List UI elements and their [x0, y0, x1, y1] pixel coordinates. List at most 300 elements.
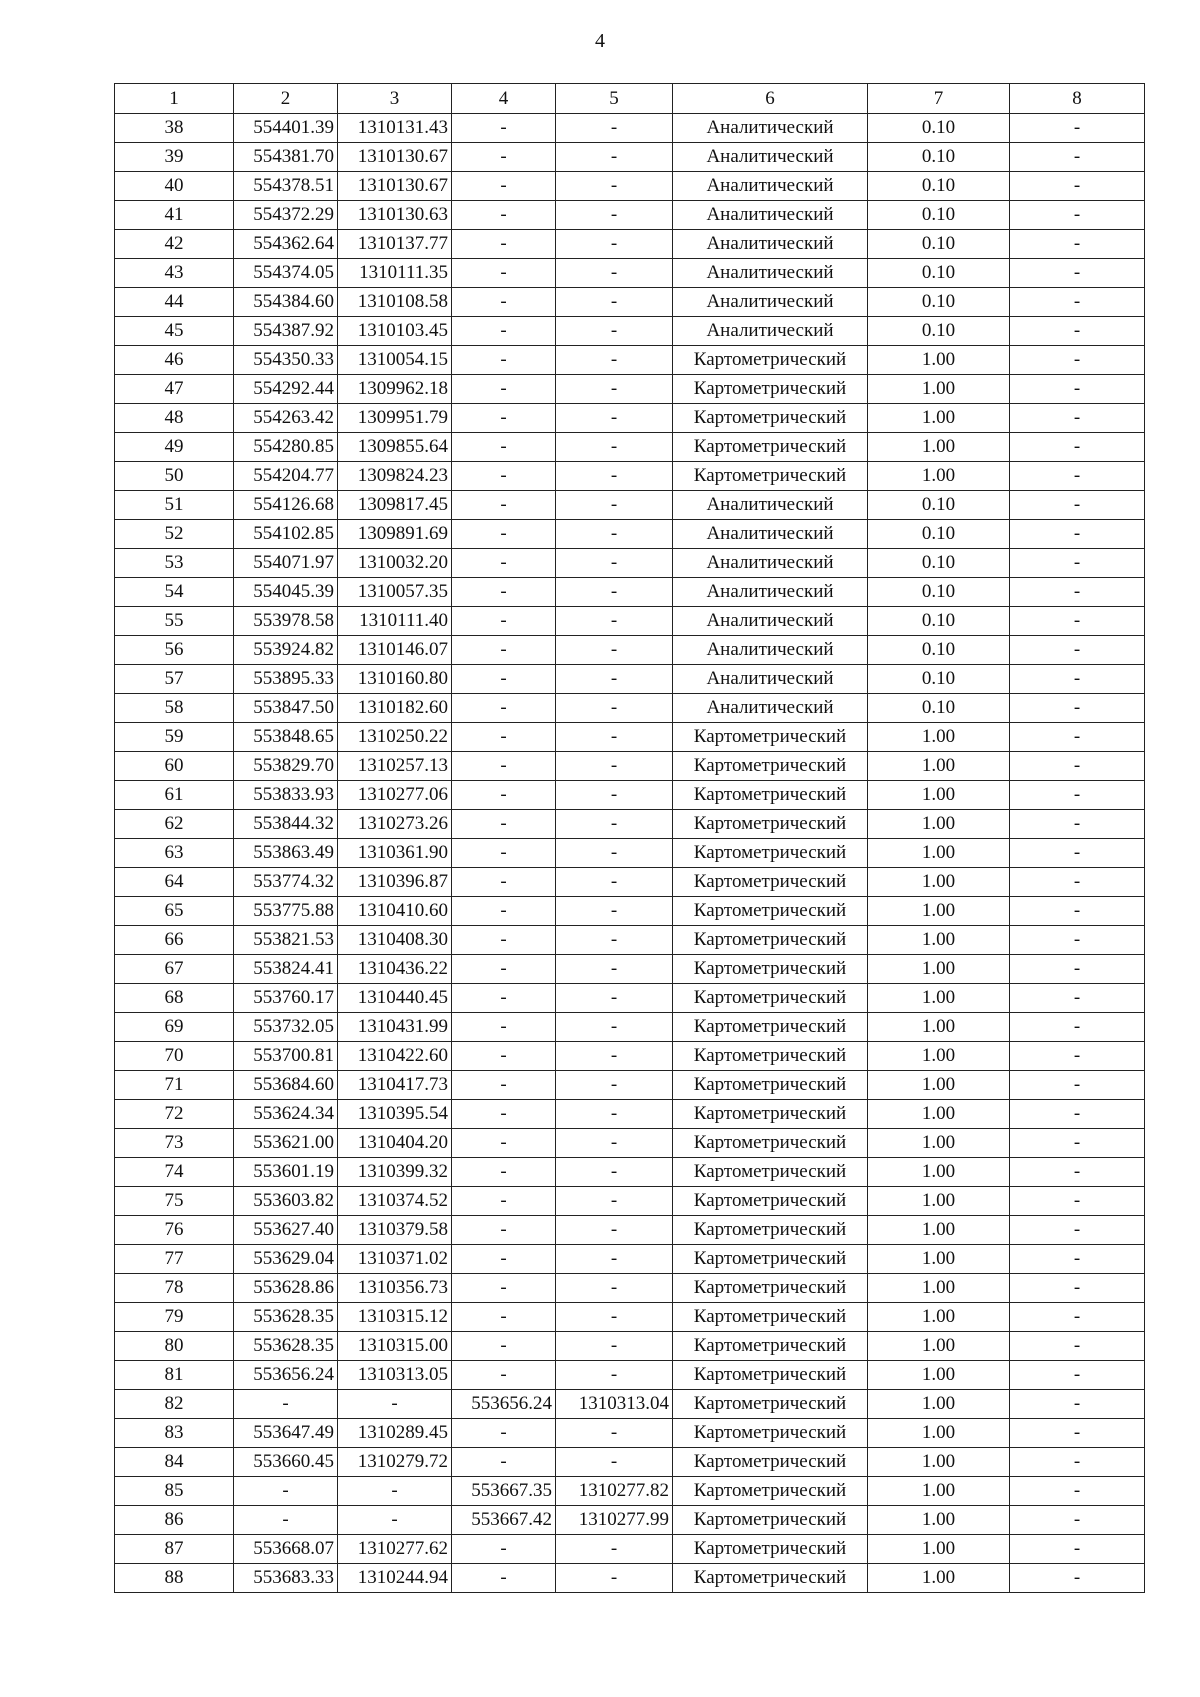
table-cell: 1310130.67 — [338, 172, 452, 201]
table-cell: 1310313.04 — [556, 1390, 673, 1419]
table-cell: - — [452, 578, 556, 607]
table-cell: - — [556, 1332, 673, 1361]
table-cell: - — [556, 520, 673, 549]
table-cell: Картометрический — [673, 1448, 868, 1477]
table-cell: - — [556, 665, 673, 694]
table-cell: - — [1010, 201, 1145, 230]
table-cell: - — [1010, 114, 1145, 143]
table-cell: - — [1010, 1564, 1145, 1593]
table-row — [115, 1187, 1145, 1216]
table-cell: - — [452, 1303, 556, 1332]
table-cell: 0.10 — [868, 201, 1010, 230]
table-cell: 77 — [115, 1245, 234, 1274]
table-cell: - — [452, 143, 556, 172]
column-header: 7 — [868, 84, 1010, 114]
table-cell: - — [556, 897, 673, 926]
table-cell: 74 — [115, 1158, 234, 1187]
table-cell: 0.10 — [868, 549, 1010, 578]
table-cell: - — [452, 1013, 556, 1042]
table-cell: 0.10 — [868, 288, 1010, 317]
table-cell: Картометрический — [673, 781, 868, 810]
table-cell: - — [452, 549, 556, 578]
table-cell: 70 — [115, 1042, 234, 1071]
table-cell: - — [556, 346, 673, 375]
table-cell: 64 — [115, 868, 234, 897]
table-cell: - — [556, 1361, 673, 1390]
table-cell: - — [556, 230, 673, 259]
table-cell: Аналитический — [673, 259, 868, 288]
table-cell: 61 — [115, 781, 234, 810]
table-cell: 73 — [115, 1129, 234, 1158]
table-cell: - — [234, 1390, 338, 1419]
table-cell: Аналитический — [673, 288, 868, 317]
table-cell: 553668.07 — [234, 1535, 338, 1564]
table-cell: Картометрический — [673, 1187, 868, 1216]
table-cell: - — [452, 1245, 556, 1274]
table-cell: Аналитический — [673, 491, 868, 520]
table-cell: - — [452, 636, 556, 665]
table-cell: - — [452, 723, 556, 752]
table-cell: 1.00 — [868, 375, 1010, 404]
table-cell: 44 — [115, 288, 234, 317]
table-cell: 1310250.22 — [338, 723, 452, 752]
table-cell: Картометрический — [673, 1042, 868, 1071]
table-cell: 1.00 — [868, 984, 1010, 1013]
table-cell: - — [556, 143, 673, 172]
table-cell: 1310436.22 — [338, 955, 452, 984]
table-cell: 1.00 — [868, 1245, 1010, 1274]
table-cell: 0.10 — [868, 607, 1010, 636]
table-cell: - — [1010, 1477, 1145, 1506]
table-cell: Картометрический — [673, 1361, 868, 1390]
table-cell: 68 — [115, 984, 234, 1013]
table-row — [115, 955, 1145, 984]
table-cell: 1310108.58 — [338, 288, 452, 317]
table-cell: 553775.88 — [234, 897, 338, 926]
table-cell: 553924.82 — [234, 636, 338, 665]
table-cell: 1310277.62 — [338, 1535, 452, 1564]
table-cell: 1.00 — [868, 926, 1010, 955]
table-cell: - — [1010, 723, 1145, 752]
table-cell: 1310374.52 — [338, 1187, 452, 1216]
table-cell: - — [452, 1071, 556, 1100]
table-cell: - — [1010, 810, 1145, 839]
table-cell: Аналитический — [673, 201, 868, 230]
table-cell: - — [556, 1129, 673, 1158]
table-row — [115, 1506, 1145, 1535]
table-cell: - — [556, 375, 673, 404]
table-cell: 1310440.45 — [338, 984, 452, 1013]
table-cell: - — [452, 462, 556, 491]
table-row — [115, 491, 1145, 520]
table-row — [115, 375, 1145, 404]
table-cell: - — [452, 114, 556, 143]
table-cell: Картометрический — [673, 955, 868, 984]
table-cell: 553895.33 — [234, 665, 338, 694]
table-cell: - — [1010, 520, 1145, 549]
table-cell: 554350.33 — [234, 346, 338, 375]
table-cell: Аналитический — [673, 230, 868, 259]
table-cell: - — [452, 1564, 556, 1593]
table-cell: - — [1010, 665, 1145, 694]
table-cell: - — [556, 1419, 673, 1448]
table-cell: - — [556, 1448, 673, 1477]
table-cell: 0.10 — [868, 636, 1010, 665]
table-cell: 0.10 — [868, 491, 1010, 520]
table-cell: - — [1010, 1361, 1145, 1390]
table-cell: 1.00 — [868, 1158, 1010, 1187]
table-cell: 1310032.20 — [338, 549, 452, 578]
table-cell: - — [556, 1042, 673, 1071]
table-cell: - — [556, 694, 673, 723]
table-cell: 66 — [115, 926, 234, 955]
table-cell: 553844.32 — [234, 810, 338, 839]
table-cell: 1310395.54 — [338, 1100, 452, 1129]
table-cell: Картометрический — [673, 752, 868, 781]
table-cell: Картометрический — [673, 346, 868, 375]
table-cell: - — [452, 1100, 556, 1129]
table-row — [115, 1129, 1145, 1158]
table-cell: 1.00 — [868, 1361, 1010, 1390]
table-cell: 1310408.30 — [338, 926, 452, 955]
table-cell: Картометрический — [673, 1158, 868, 1187]
table-cell: Картометрический — [673, 1390, 868, 1419]
table-cell: Картометрический — [673, 1303, 868, 1332]
table-cell: Аналитический — [673, 636, 868, 665]
table-cell: - — [556, 1013, 673, 1042]
table-cell: 1310277.82 — [556, 1477, 673, 1506]
table-cell: - — [1010, 317, 1145, 346]
table-cell: - — [556, 810, 673, 839]
table-cell: Картометрический — [673, 984, 868, 1013]
table-cell: - — [1010, 984, 1145, 1013]
table-cell: - — [556, 955, 673, 984]
table-cell: - — [1010, 462, 1145, 491]
table-cell: - — [1010, 781, 1145, 810]
table-cell: - — [556, 781, 673, 810]
table-cell: Аналитический — [673, 317, 868, 346]
table-cell: - — [1010, 926, 1145, 955]
table-cell: - — [556, 1274, 673, 1303]
table-cell: 1.00 — [868, 1216, 1010, 1245]
table-cell: - — [556, 636, 673, 665]
table-cell: 78 — [115, 1274, 234, 1303]
table-cell: - — [452, 1187, 556, 1216]
table-row — [115, 1100, 1145, 1129]
table-cell: 1309891.69 — [338, 520, 452, 549]
table-cell: 553824.41 — [234, 955, 338, 984]
table-cell: 553660.45 — [234, 1448, 338, 1477]
table-cell: 0.10 — [868, 114, 1010, 143]
table-cell: - — [1010, 346, 1145, 375]
table-row — [115, 694, 1145, 723]
table-cell: 554387.92 — [234, 317, 338, 346]
table-cell: - — [452, 288, 556, 317]
table-cell: 0.10 — [868, 172, 1010, 201]
table-row — [115, 1274, 1145, 1303]
table-row — [115, 1419, 1145, 1448]
table-cell: Аналитический — [673, 172, 868, 201]
table-cell: 553829.70 — [234, 752, 338, 781]
table-cell: 63 — [115, 839, 234, 868]
table-cell: - — [1010, 1303, 1145, 1332]
table-cell: - — [556, 868, 673, 897]
table-row — [115, 143, 1145, 172]
page-number: 4 — [595, 30, 605, 52]
table-row — [115, 984, 1145, 1013]
table-cell: Аналитический — [673, 578, 868, 607]
table-cell: - — [1010, 1506, 1145, 1535]
table-cell: 52 — [115, 520, 234, 549]
table-cell: - — [556, 317, 673, 346]
table-cell: 1310361.90 — [338, 839, 452, 868]
table-cell: - — [1010, 1158, 1145, 1187]
table-cell: 553629.04 — [234, 1245, 338, 1274]
table-cell: 1.00 — [868, 433, 1010, 462]
table-cell: 1309951.79 — [338, 404, 452, 433]
table-row — [115, 897, 1145, 926]
table-cell: - — [556, 433, 673, 462]
table-cell: - — [1010, 1535, 1145, 1564]
table-row — [115, 172, 1145, 201]
table-cell: 1310273.26 — [338, 810, 452, 839]
table-cell: 553848.65 — [234, 723, 338, 752]
table-cell: 71 — [115, 1071, 234, 1100]
table-cell: 75 — [115, 1187, 234, 1216]
table-cell: Аналитический — [673, 549, 868, 578]
table-cell: - — [1010, 491, 1145, 520]
table-cell: 1.00 — [868, 404, 1010, 433]
table-cell: 47 — [115, 375, 234, 404]
table-cell: - — [452, 520, 556, 549]
table-row — [115, 839, 1145, 868]
table-cell: 553684.60 — [234, 1071, 338, 1100]
table-cell: 554204.77 — [234, 462, 338, 491]
table-header-row — [115, 84, 1145, 114]
table-cell: - — [452, 491, 556, 520]
table-cell: - — [452, 868, 556, 897]
table-cell: 1.00 — [868, 868, 1010, 897]
table-cell: 1310160.80 — [338, 665, 452, 694]
table-cell: 1.00 — [868, 1535, 1010, 1564]
table-cell: 1310396.87 — [338, 868, 452, 897]
table-row — [115, 230, 1145, 259]
table-cell: 1.00 — [868, 1419, 1010, 1448]
table-row — [115, 114, 1145, 143]
table-cell: - — [556, 984, 673, 1013]
table-cell: - — [452, 230, 556, 259]
column-header: 1 — [115, 84, 234, 114]
table-cell: 1.00 — [868, 723, 1010, 752]
table-cell: - — [452, 1216, 556, 1245]
table-cell: 88 — [115, 1564, 234, 1593]
table-cell: 554045.39 — [234, 578, 338, 607]
table-cell: Аналитический — [673, 694, 868, 723]
table-cell: 554374.05 — [234, 259, 338, 288]
table-cell: - — [556, 1216, 673, 1245]
table-cell: - — [556, 172, 673, 201]
table-cell: - — [1010, 1332, 1145, 1361]
table-row — [115, 926, 1145, 955]
table-cell: 1.00 — [868, 1100, 1010, 1129]
table-row — [115, 723, 1145, 752]
table-cell: - — [1010, 1100, 1145, 1129]
table-cell: - — [556, 723, 673, 752]
table-cell: 1310182.60 — [338, 694, 452, 723]
table-cell: Картометрический — [673, 810, 868, 839]
table-cell: Аналитический — [673, 665, 868, 694]
table-cell: - — [556, 1564, 673, 1593]
table-cell: - — [338, 1506, 452, 1535]
table-cell: 1.00 — [868, 781, 1010, 810]
table-cell: 1310057.35 — [338, 578, 452, 607]
table-cell: 1310410.60 — [338, 897, 452, 926]
table-cell: 1310404.20 — [338, 1129, 452, 1158]
table-cell: 86 — [115, 1506, 234, 1535]
table-cell: 553821.53 — [234, 926, 338, 955]
table-cell: 554384.60 — [234, 288, 338, 317]
table-cell: 553656.24 — [452, 1390, 556, 1419]
table-cell: 76 — [115, 1216, 234, 1245]
table-row — [115, 607, 1145, 636]
table-cell: 69 — [115, 1013, 234, 1042]
table-cell: - — [234, 1477, 338, 1506]
column-header: 8 — [1010, 84, 1145, 114]
table-cell: 553603.82 — [234, 1187, 338, 1216]
table-cell: 1.00 — [868, 1071, 1010, 1100]
column-header: 5 — [556, 84, 673, 114]
table-cell: 0.10 — [868, 665, 1010, 694]
table-cell: Картометрический — [673, 1245, 868, 1274]
table-cell: - — [1010, 636, 1145, 665]
table-cell: - — [556, 201, 673, 230]
table-cell: - — [452, 404, 556, 433]
table-cell: 53 — [115, 549, 234, 578]
table-cell: 553700.81 — [234, 1042, 338, 1071]
table-cell: - — [452, 810, 556, 839]
table-row — [115, 549, 1145, 578]
table-cell: 553978.58 — [234, 607, 338, 636]
table-cell: 553683.33 — [234, 1564, 338, 1593]
table-cell: 54 — [115, 578, 234, 607]
table-cell: - — [452, 607, 556, 636]
table-cell: 553774.32 — [234, 868, 338, 897]
table-cell: 1.00 — [868, 839, 1010, 868]
table-cell: 553667.42 — [452, 1506, 556, 1535]
table-cell: 48 — [115, 404, 234, 433]
table-cell: 82 — [115, 1390, 234, 1419]
table-cell: 1.00 — [868, 1564, 1010, 1593]
table-cell: 0.10 — [868, 143, 1010, 172]
table-cell: 1310431.99 — [338, 1013, 452, 1042]
table-cell: - — [452, 984, 556, 1013]
table-cell: Картометрический — [673, 1564, 868, 1593]
table-cell: - — [556, 578, 673, 607]
table-cell: 1310371.02 — [338, 1245, 452, 1274]
table-cell: 554102.85 — [234, 520, 338, 549]
table-row — [115, 1013, 1145, 1042]
table-cell: 1310279.72 — [338, 1448, 452, 1477]
table-cell: 1.00 — [868, 1448, 1010, 1477]
table-cell: 554280.85 — [234, 433, 338, 462]
table-cell: 1.00 — [868, 1506, 1010, 1535]
table-cell: 1.00 — [868, 955, 1010, 984]
table-cell: - — [452, 201, 556, 230]
table-cell: 1310277.06 — [338, 781, 452, 810]
table-cell: Картометрический — [673, 723, 868, 752]
table-row — [115, 1332, 1145, 1361]
table-cell: Картометрический — [673, 1013, 868, 1042]
table-cell: 1310244.94 — [338, 1564, 452, 1593]
table-cell: - — [1010, 143, 1145, 172]
table-cell: - — [452, 897, 556, 926]
table-cell: - — [234, 1506, 338, 1535]
table-cell: 554381.70 — [234, 143, 338, 172]
table-cell: 554263.42 — [234, 404, 338, 433]
table-cell: Аналитический — [673, 114, 868, 143]
table-cell: Картометрический — [673, 375, 868, 404]
table-cell: - — [338, 1390, 452, 1419]
table-cell: - — [556, 1187, 673, 1216]
table-cell: 0.10 — [868, 259, 1010, 288]
table-cell: - — [556, 549, 673, 578]
table-cell: 1310356.73 — [338, 1274, 452, 1303]
table-cell: 553760.17 — [234, 984, 338, 1013]
coordinates-table — [114, 83, 1145, 1593]
column-header: 6 — [673, 84, 868, 114]
table-row — [115, 1245, 1145, 1274]
table-cell: Картометрический — [673, 926, 868, 955]
table-cell: 1310130.63 — [338, 201, 452, 230]
table-cell: 39 — [115, 143, 234, 172]
table-cell: 1.00 — [868, 346, 1010, 375]
table-cell: 553627.40 — [234, 1216, 338, 1245]
table-cell: 81 — [115, 1361, 234, 1390]
table-cell: 55 — [115, 607, 234, 636]
table-row — [115, 665, 1145, 694]
table-cell: 553847.50 — [234, 694, 338, 723]
table-cell: Картометрический — [673, 839, 868, 868]
column-header: 4 — [452, 84, 556, 114]
table-cell: 1.00 — [868, 1187, 1010, 1216]
table-cell: - — [1010, 955, 1145, 984]
table-cell: 1310131.43 — [338, 114, 452, 143]
table-row — [115, 1158, 1145, 1187]
table-cell: Картометрический — [673, 1332, 868, 1361]
table-cell: 1.00 — [868, 1303, 1010, 1332]
table-cell: 1310422.60 — [338, 1042, 452, 1071]
table-cell: 83 — [115, 1419, 234, 1448]
table-cell: 0.10 — [868, 317, 1010, 346]
table-cell: - — [1010, 578, 1145, 607]
table-cell: Картометрический — [673, 1216, 868, 1245]
table-cell: 60 — [115, 752, 234, 781]
table-cell: - — [452, 259, 556, 288]
table-cell: - — [452, 665, 556, 694]
table-cell: - — [1010, 172, 1145, 201]
table-cell: 0.10 — [868, 694, 1010, 723]
table-cell: - — [556, 288, 673, 317]
table-cell: - — [1010, 1274, 1145, 1303]
table-row — [115, 288, 1145, 317]
table-row — [115, 781, 1145, 810]
table-cell: 1.00 — [868, 1274, 1010, 1303]
table-cell: - — [452, 1448, 556, 1477]
column-header: 2 — [234, 84, 338, 114]
table-row — [115, 1071, 1145, 1100]
table-cell: - — [452, 781, 556, 810]
table-cell: - — [1010, 1419, 1145, 1448]
